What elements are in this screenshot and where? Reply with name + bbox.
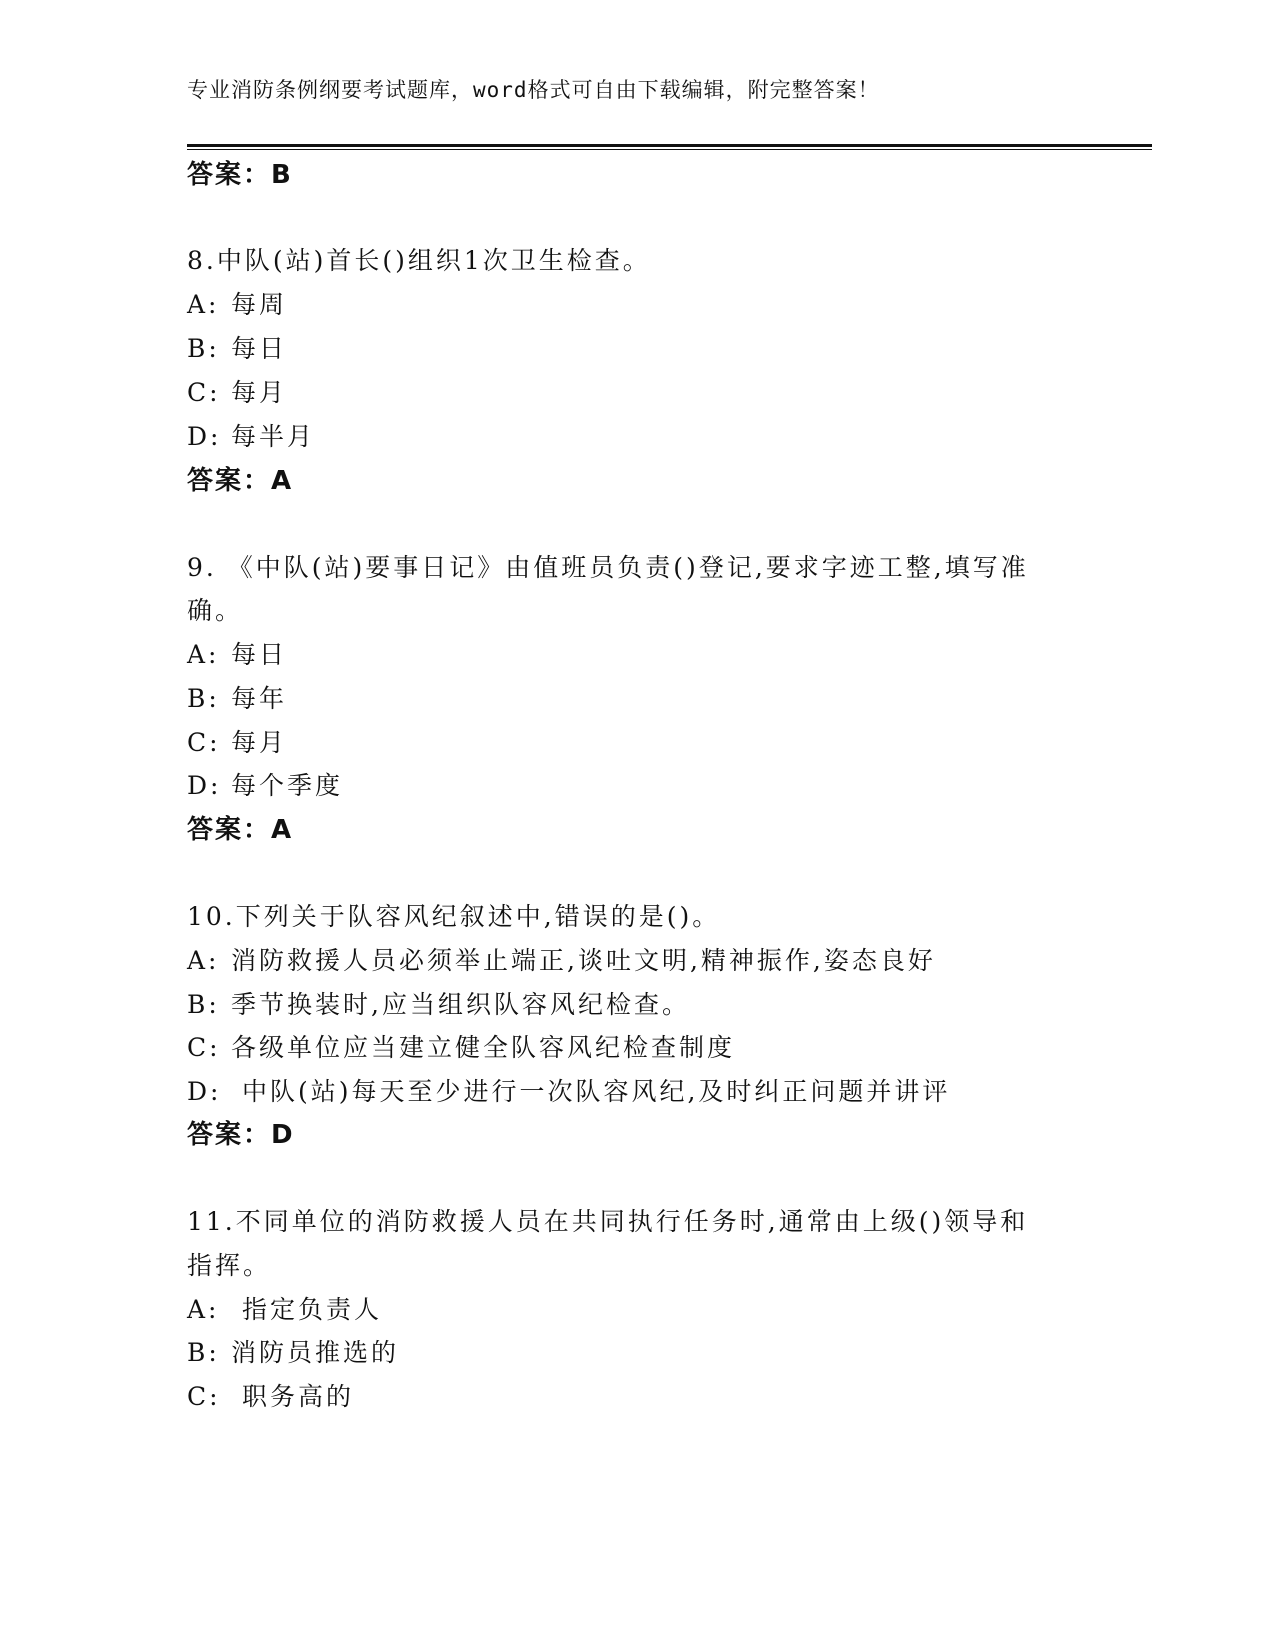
option-letter: B: bbox=[187, 684, 220, 713]
option-text: 各级单位应当建立健全队容风纪检查制度 bbox=[231, 1033, 736, 1062]
question-stem: 10.下列关于队容风纪叙述中,错误的是()。 bbox=[187, 902, 721, 931]
option-text: 职务高的 bbox=[231, 1382, 354, 1411]
option-text: 每月 bbox=[231, 378, 288, 407]
page-header: 专业消防条例纲要考试题库，word格式可自由下载编辑，附完整答案！ bbox=[187, 78, 880, 102]
option-letter: C: bbox=[187, 1033, 221, 1062]
option-letter: B: bbox=[187, 334, 220, 363]
option-line bbox=[187, 728, 287, 758]
option-text: 中队(站)每天至少进行一次队容风纪,及时纠正问题并讲评 bbox=[231, 1077, 951, 1106]
question-stem-continued: 指挥。 bbox=[187, 1251, 272, 1280]
option-letter: C: bbox=[187, 728, 221, 757]
question-stem: 11.不同单位的消防救援人员在共同执行任务时,通常由上级()领导和 bbox=[187, 1207, 1029, 1236]
option-line bbox=[187, 1338, 399, 1368]
option-letter: A: bbox=[187, 946, 220, 975]
option-text: 每个季度 bbox=[231, 771, 344, 800]
answer-line: 答案：A bbox=[187, 466, 294, 496]
option-text: 每周 bbox=[231, 290, 288, 319]
option-text: 每半月 bbox=[231, 422, 316, 451]
question-stem: 9. 《中队(站)要事日记》由值班员负责()登记,要求字迹工整,填写准 bbox=[187, 553, 1029, 582]
option-letter: B: bbox=[187, 1338, 220, 1367]
option-letter: D: bbox=[187, 1077, 222, 1106]
option-letter: D: bbox=[187, 771, 222, 800]
option-text: 季节换装时,应当组织队容风纪检查。 bbox=[231, 990, 690, 1019]
option-letter: C: bbox=[187, 378, 221, 407]
option-line bbox=[187, 771, 343, 801]
option-letter: A: bbox=[187, 290, 220, 319]
option-line bbox=[187, 1295, 382, 1325]
option-text: 每月 bbox=[231, 728, 288, 757]
header-divider-thick bbox=[187, 144, 1152, 147]
option-text: 消防员推选的 bbox=[231, 1338, 400, 1367]
option-text: 消防救援人员必须举止端正,谈吐文明,精神振作,姿态良好 bbox=[231, 946, 936, 975]
option-line bbox=[187, 1033, 735, 1063]
option-line bbox=[187, 684, 287, 714]
header-divider-thin bbox=[187, 149, 1152, 150]
option-line bbox=[187, 990, 690, 1020]
option-text: 指定负责人 bbox=[231, 1295, 382, 1324]
question-stem-continued: 确。 bbox=[187, 596, 244, 625]
option-line bbox=[187, 1382, 354, 1412]
option-line bbox=[187, 640, 287, 670]
answer-line: 答案：A bbox=[187, 815, 294, 845]
option-text: 每日 bbox=[231, 334, 288, 363]
option-text: 每年 bbox=[231, 684, 288, 713]
option-letter: D: bbox=[187, 422, 222, 451]
option-line bbox=[187, 334, 287, 364]
option-line bbox=[187, 290, 287, 320]
option-line bbox=[187, 378, 287, 408]
option-line bbox=[187, 946, 936, 976]
option-letter: A: bbox=[187, 640, 220, 669]
option-letter: C: bbox=[187, 1382, 221, 1411]
option-line bbox=[187, 1077, 950, 1107]
question-stem: 8.中队(站)首长()组织1次卫生检查。 bbox=[187, 246, 651, 275]
option-letter: B: bbox=[187, 990, 220, 1019]
option-text: 每日 bbox=[231, 640, 288, 669]
option-line bbox=[187, 422, 315, 452]
answer-line: 答案：B bbox=[187, 160, 293, 190]
option-letter: A: bbox=[187, 1295, 220, 1324]
answer-line: 答案：D bbox=[187, 1120, 295, 1150]
